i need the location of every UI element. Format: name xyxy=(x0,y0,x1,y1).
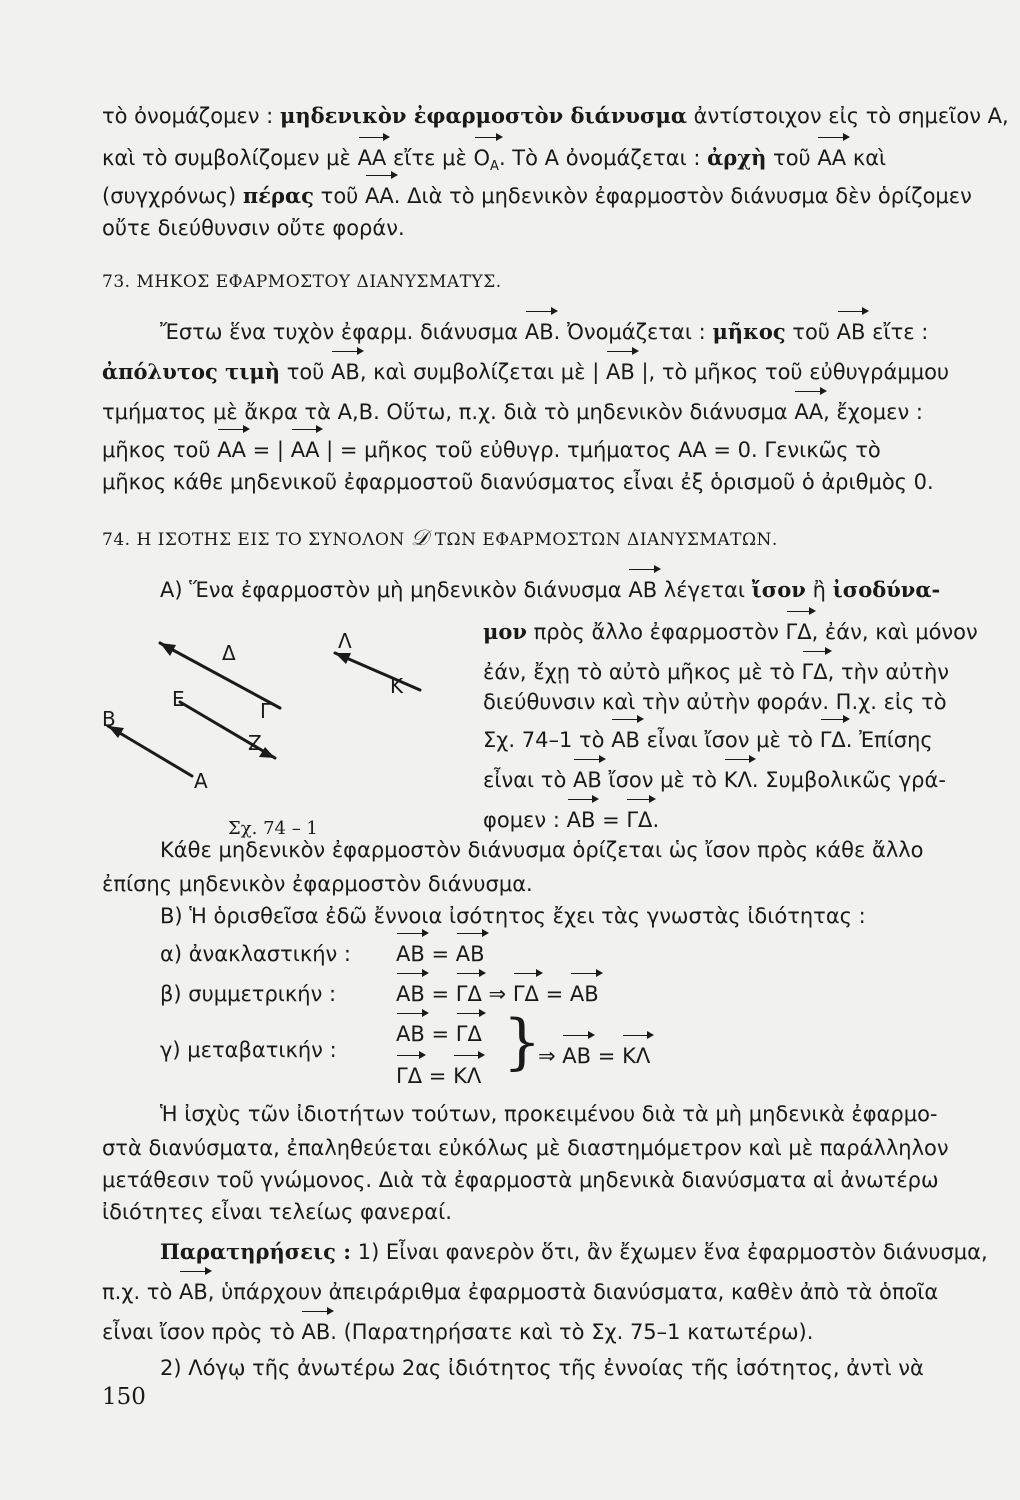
text-line xyxy=(160,834,1020,866)
symbol: ⇒ xyxy=(538,1044,556,1068)
text: φομεν : xyxy=(483,808,560,832)
text-line xyxy=(483,764,963,796)
text: | = μῆκος τοῦ εὐθυγρ. τμήματος ΑΑ = 0. Γενικῶς τὸ xyxy=(326,438,881,462)
vector: ΓΔ xyxy=(456,1018,482,1050)
vector: ΑΑ xyxy=(794,396,823,428)
bold-term: Παρατηρήσεις : xyxy=(160,1239,352,1264)
text-line xyxy=(102,180,972,212)
vector: ΑΒ xyxy=(573,764,602,796)
text-line xyxy=(102,434,962,466)
vector: ΑΒ xyxy=(628,574,657,606)
text: μῆκος τοῦ xyxy=(102,438,211,462)
label-z: Ζ xyxy=(248,731,262,755)
text: καὶ τὸ συμβολίζομεν μὲ xyxy=(102,146,351,170)
text-line xyxy=(102,396,962,428)
text-line xyxy=(160,1352,1020,1384)
text: ἐπίσης μηδενικὸν ἐφαρμοστὸν διάνυσμα. xyxy=(102,872,533,896)
symbol: ⇒ xyxy=(488,982,507,1006)
property-formula xyxy=(396,1060,481,1092)
text-line xyxy=(102,466,962,498)
vector: ΑΑ xyxy=(358,142,387,174)
text-line xyxy=(102,1164,962,1196)
text-line xyxy=(160,1236,1020,1268)
text: . xyxy=(652,808,660,832)
label-a: Α xyxy=(194,769,208,793)
text-line xyxy=(102,1132,962,1164)
text-line xyxy=(102,1196,962,1228)
symbol: = xyxy=(431,982,450,1006)
text-line xyxy=(483,616,978,648)
vector: ΑΒ xyxy=(525,316,554,348)
text: (συγχρόνως) xyxy=(102,184,237,208)
vector: ΑΒ xyxy=(396,978,425,1010)
text-line xyxy=(483,686,963,718)
vector: ΚΛ xyxy=(622,1040,650,1072)
text-line xyxy=(102,868,962,900)
vector: ΓΔ xyxy=(786,616,812,648)
text: τοῦ xyxy=(286,360,325,384)
vector: ΑΒ xyxy=(301,1316,330,1348)
text-line xyxy=(160,574,1020,606)
text: τὸ ὀνομάζομεν : xyxy=(102,104,274,128)
text: εἴτε μὲ xyxy=(392,146,467,170)
text-line xyxy=(102,356,962,388)
figure-caption: Σχ. 74 – 1 xyxy=(228,818,318,839)
symbol: = xyxy=(431,942,450,966)
text: Ἡ ἰσχὺς τῶν ἰδιοτήτων τούτων, προκειμένου διὰ τὰ μὴ μηδενικὰ ἐφαρμο- xyxy=(160,1102,938,1126)
bold-term: ἴσον xyxy=(751,577,806,602)
text: = | xyxy=(252,438,285,462)
property-formula xyxy=(396,938,485,970)
vector: ΑΒ xyxy=(606,356,635,388)
text: |, τὸ μῆκος τοῦ εὐθυγράμμου xyxy=(641,360,950,384)
text: ἰδιότητες εἶναι τελείως φανεραί. xyxy=(102,1200,452,1224)
text-line xyxy=(102,142,962,183)
text: Α) Ἕνα ἐφαρμοστὸν μὴ μηδενικὸν διάνυσμα xyxy=(160,578,622,602)
text: τοῦ xyxy=(320,184,359,208)
symbol: = xyxy=(431,1022,450,1046)
property-formula xyxy=(396,978,599,1010)
text: μετάθεσιν τοῦ γνώμονος. Διὰ τὰ ἐφαρμοστὰ μηδενικὰ διανύσματα αἱ ἀνωτέρω xyxy=(102,1168,939,1192)
text: . Διὰ τὸ μηδενικὸν ἐφαρμοστὸν διάνυσμα δὲν ὁρίζομεν xyxy=(393,184,972,208)
text: λέγεται xyxy=(663,578,745,602)
label-e: Ε xyxy=(172,687,185,711)
text-line xyxy=(160,316,1020,348)
text: , ἔχομεν : xyxy=(823,400,923,424)
label-k: Κ xyxy=(390,674,404,698)
vector: ΑΑ xyxy=(291,434,320,466)
property-formula xyxy=(396,1018,482,1050)
text: , τὴν αὐτὴν xyxy=(827,660,949,684)
vector: ΓΔ xyxy=(820,724,846,756)
vector: ΑΒ xyxy=(179,1276,208,1308)
text: οὔτε διεύθυνσιν οὔτε φοράν. xyxy=(102,216,405,240)
text-line xyxy=(102,100,1009,132)
subscript: Α xyxy=(490,159,499,175)
vector: ΑΑ xyxy=(817,142,846,174)
text: Σχ. 74–1 τὸ xyxy=(483,728,605,752)
text: . (Παρατηρήσατε καὶ τὸ Σχ. 75–1 κατωτέρω). xyxy=(330,1320,814,1344)
text-line xyxy=(102,1316,962,1348)
bold-term: πέρας xyxy=(242,183,314,208)
figure-74-1 xyxy=(100,618,420,848)
text: τοῦ xyxy=(792,320,830,344)
vector: ΓΔ xyxy=(802,656,828,688)
text: εἶναι ἴσον πρὸς τὸ xyxy=(102,1320,295,1344)
symbol: = xyxy=(545,982,564,1006)
label-gamma: Γ xyxy=(260,699,272,723)
text: ἴσον μὲ τὸ xyxy=(608,768,718,792)
property-formula xyxy=(538,1040,650,1072)
text: Ἔστω ἕνα τυχὸν ἐφαρμ. διάνυσμα xyxy=(160,320,519,344)
label-lambda: Λ xyxy=(338,629,352,653)
section-heading xyxy=(102,523,962,556)
text: εἶναι ἴσον μὲ τὸ xyxy=(646,728,814,752)
text: διεύθυνσιν καὶ τὴν αὐτὴν φοράν. Π.χ. εἰς τὸ xyxy=(483,690,947,714)
bold-term: ἰσοδύνα- xyxy=(832,577,941,602)
page-number: 150 xyxy=(102,1384,146,1410)
text: π.χ. τὸ xyxy=(102,1280,173,1304)
text: . Τὸ Α ὀνομάζεται : xyxy=(498,146,701,170)
text-line xyxy=(483,804,963,836)
vector: ΚΛ xyxy=(453,1060,481,1092)
text-line xyxy=(483,656,963,688)
vector: ΑΒ xyxy=(611,724,640,756)
text: . Ὀνομάζεται : xyxy=(553,320,706,344)
text: εἶναι τὸ xyxy=(483,768,567,792)
text: πρὸς ἄλλο ἐφαρμοστὸν xyxy=(533,620,779,644)
text: , ὑπάρχουν ἀπειράριθμα ἐφαρμοστὰ διανύσματα, καθὲν ἀπὸ τὰ ὁποῖα xyxy=(207,1280,939,1304)
text: . Συμβολικῶς γρά- xyxy=(751,768,946,792)
vector: ΑΒ xyxy=(562,1040,591,1072)
text: τοῦ xyxy=(773,146,811,170)
set-symbol: 𝒟 xyxy=(410,526,429,551)
vector xyxy=(474,142,499,183)
property-label: α) ἀνακλαστικήν : xyxy=(160,942,351,966)
text-line xyxy=(160,1098,1020,1130)
text: ἐάν, ἔχῃ τὸ αὐτὸ μῆκος μὲ τὸ xyxy=(483,660,795,684)
text: , ἐάν, καὶ μόνον xyxy=(811,620,978,644)
text: ἀντίστοιχον εἰς τὸ σημεῖον Α, xyxy=(693,104,1009,128)
vector: ΑΒ xyxy=(837,316,866,348)
vector: ΓΔ xyxy=(396,1060,422,1092)
label-b: Β xyxy=(102,707,116,731)
text: μῆκος κάθε μηδενικοῦ ἐφαρμοστοῦ διανύσματος εἶναι ἐξ ὁρισμοῦ ὁ ἀριθμὸς 0. xyxy=(102,470,934,494)
text: ἢ xyxy=(812,578,826,602)
text-line xyxy=(102,212,962,244)
bold-term: ἀρχὴ xyxy=(707,145,767,170)
text-line xyxy=(160,900,1020,932)
vector: ΑΒ xyxy=(396,938,425,970)
bold-term: μον xyxy=(483,619,527,644)
label-delta: Δ xyxy=(222,641,236,665)
symbol: = xyxy=(597,1044,616,1068)
text: καὶ xyxy=(852,146,887,170)
text: 1) Εἶναι φανερὸν ὅτι, ἂν ἔχωμεν ἕνα ἐφαρμοστὸν διάνυσμα, xyxy=(357,1240,988,1264)
vector: ΑΒ xyxy=(396,1018,425,1050)
text: , καὶ συμβολίζεται μὲ | xyxy=(359,360,600,384)
bold-term: ἀπόλυτος τιμὴ xyxy=(102,359,280,384)
text: στὰ διανύσματα, ἐπαληθεύεται εὐκόλως μὲ διαστημόμετρον καὶ μὲ παράλληλον xyxy=(102,1136,949,1160)
text: τμήματος μὲ ἄκρα τὰ Α,Β. Οὕτω, π.χ. διὰ τὸ μηδενικὸν διάνυσμα xyxy=(102,400,788,424)
vector: ΓΔ xyxy=(513,978,539,1010)
heading-text: ΤΩΝ ΕΦΑΡΜΟΣΤΩΝ ΔΙΑΝΥΣΜΑΤΩΝ. xyxy=(434,530,778,550)
vector: ΑΒ xyxy=(570,978,599,1010)
vector-letter: Ο xyxy=(473,146,491,170)
vector: ΑΒ xyxy=(331,356,360,388)
vector: ΓΔ xyxy=(456,978,482,1010)
bold-term: μηδενικὸν ἐφαρμοστὸν διάνυσμα xyxy=(279,103,687,128)
text: . Ἐπίσης xyxy=(845,728,933,752)
vector: ΑΑ xyxy=(365,180,394,212)
text-line xyxy=(102,1276,962,1308)
bold-term: μῆκος xyxy=(712,319,786,344)
section-heading: 73. ΜΗΚΟΣ ΕΦΑΡΜΟΣΤΟΥ ΔΙΑΝΥΣΜΑΤΥΣ. xyxy=(102,272,502,292)
vector: ΚΛ xyxy=(724,764,752,796)
heading-text: 74. Η ΙΣΟΤΗΣ ΕΙΣ ΤΟ ΣΥΝΟΛΟΝ xyxy=(102,530,405,550)
vector: ΓΔ xyxy=(626,804,652,836)
vector: ΑΒ xyxy=(456,938,485,970)
text: Β) Ἡ ὁρισθεῖσα ἐδῶ ἔννοια ἰσότητος ἔχει τὰς γνωστὰς ἰδιότητας : xyxy=(160,904,866,928)
right-brace: } xyxy=(503,1007,542,1077)
symbol: = xyxy=(428,1064,447,1088)
text: Κάθε μηδενικὸν ἐφαρμοστὸν διάνυσμα ὁρίζεται ὡς ἴσον πρὸς κάθε ἄλλο xyxy=(160,838,924,862)
property-label: γ) μεταβατικήν : xyxy=(160,1038,337,1062)
text: εἴτε : xyxy=(872,320,929,344)
text-line xyxy=(483,724,963,756)
text: = xyxy=(602,808,620,832)
text: 2) Λόγῳ τῆς ἀνωτέρω 2ας ἰδιότητος τῆς ἐννοίας τῆς ἰσότητος, ἀντὶ νὰ xyxy=(160,1356,924,1380)
vector: ΑΒ xyxy=(567,804,596,836)
vector: ΑΑ xyxy=(217,434,246,466)
property-label: β) συμμετρικήν : xyxy=(160,982,337,1006)
